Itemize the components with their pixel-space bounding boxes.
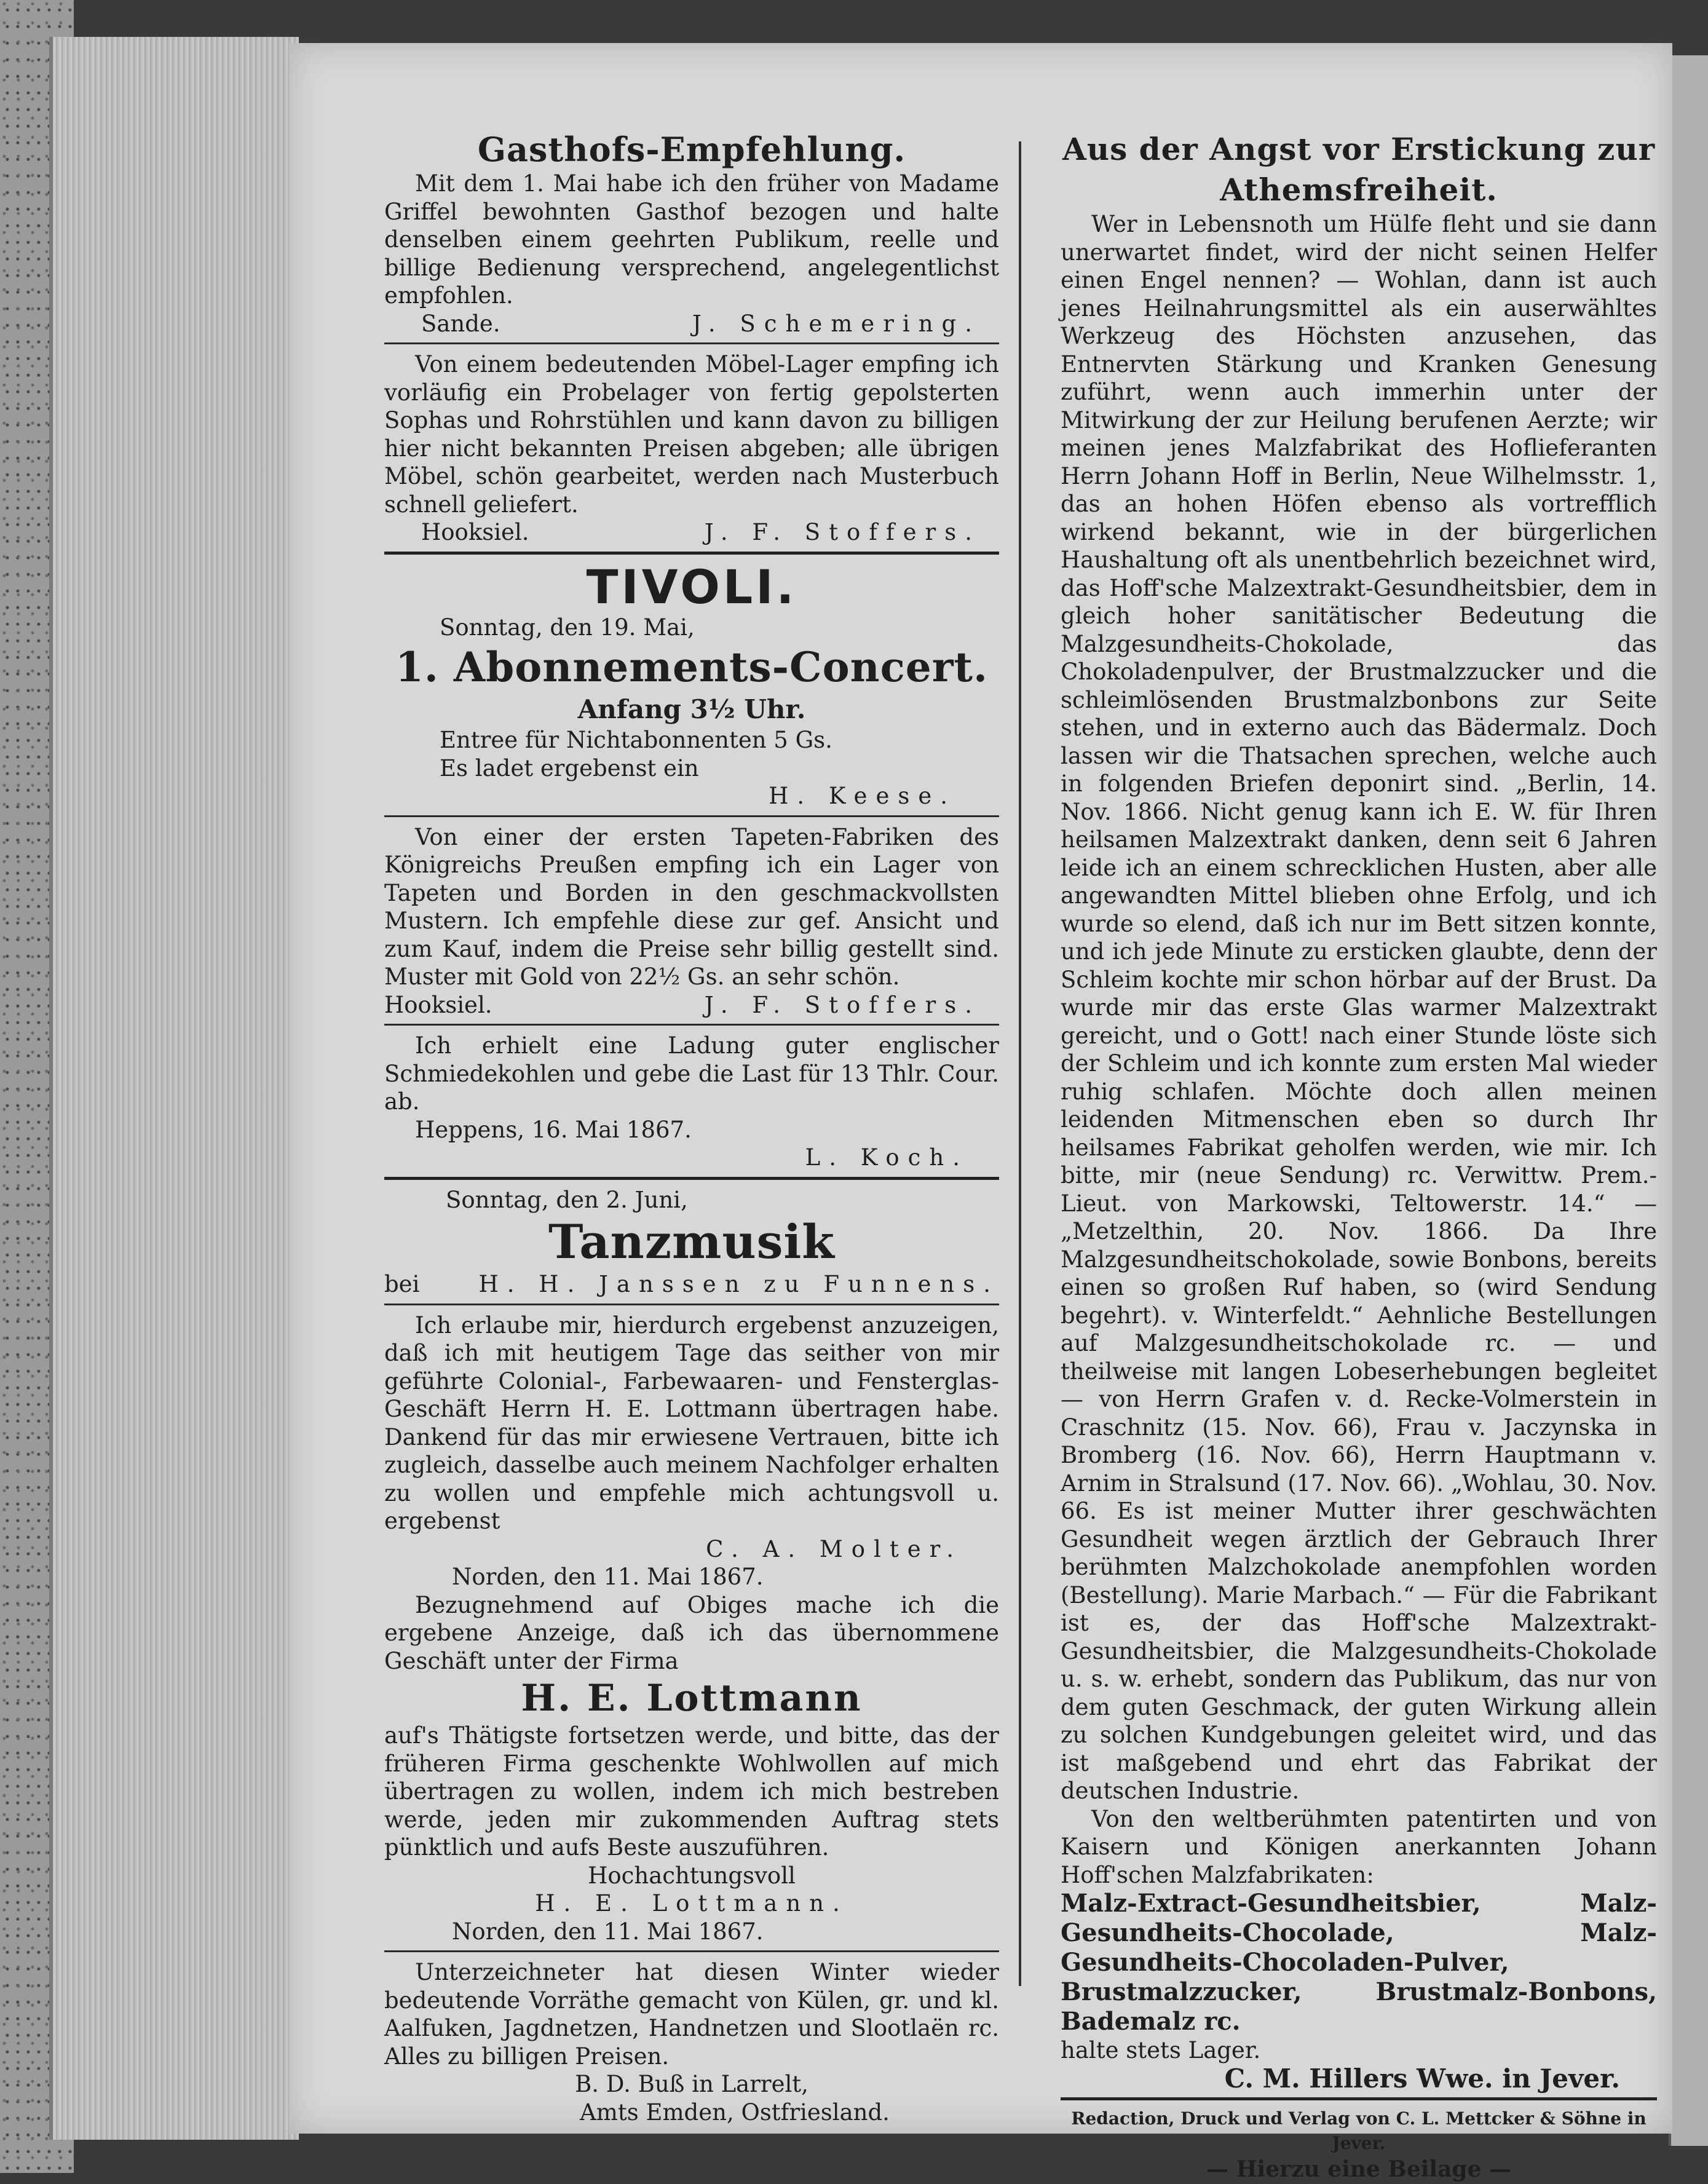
ad-signature (384, 991, 999, 1019)
ad-firm: H. E. Lottmann (521, 1677, 863, 1720)
ad-dateline: Norden, den 11. Mai 1867. (452, 1918, 764, 1945)
ad-body: Ich erlaube mir, hierdurch ergebenst anzuzeigen, daß ich mit heutigem Tage das seither von mir geführte Colonial-, Farbewaaren- und Fensterglas-Geschäft Herrn H. E. Lottmann übertragen habe. Dankend für das mir erwiesene Vertrauen, bitte ich zugleich, dasselbe auch meinem Nachfolger erhalten zu wollen und empfehle mich achtungsvoll u. ergebenst (384, 1312, 999, 1534)
ad-date: Sonntag, den 2. Juni, (446, 1186, 688, 1213)
products-end: halte stets Lager. (1061, 2037, 1261, 2063)
ad-concert: 1. Abonnements-Concert. (395, 643, 988, 691)
ad-name: H. H. Janssen zu Funnens. (478, 1271, 999, 1297)
article-body: Wer in Lebensnoth um Hülfe fleht und sie dann unerwartet findet, wird der nicht seinen Helfer einen Engel nennen? — Wohlan, dann ist auch jenes Heilnahrungsmittel als ein auserwähltes Werkzeug des Höchsten anzusehen, das Entnervten Stärkung und Kranken Genesung zuführt, wenn auch immerhin unter der Mitwirkung der zur Heilung berufenen Aerzte; wir meinen jenes Malzfabrikat des Hoflieferanten Herrn Johann Hoff in Berlin, Neue Wilhelmsstr. 1, das an hohen Höfen ebenso als vortrefflich wirkend bekannt, wie in der bürgerlichen Haushaltung oft als unentbehrlich bezeichnet wird, das Hoff'sche Malzextrakt-Gesundheitsbier, dem in gleich hoher sanitätischer Bedeutung die Malzgesundheits-Chokolade, das Chokoladenpulver, der Brustmalzzucker und die schleimlösenden Brustmalzbonbons zur Seite stehen, und in externo auch das Bädermalz. Doch lassen wir die Thatsachen sprechen, welche auch in folgenden Briefen deponirt sind. „Berlin, 14. Nov. 1866. Nicht genug kann ich E. W. für Ihren heilsamen Malzextrakt danken, denn seit 6 Jahren leide ich an einem schrecklichen Husten, aber alle angewandten Mittel blieben ohne Erfolg, und ich wurde so elend, daß ich nur im Bett sitzen konnte, und ich jede Minute zu ersticken glaubte, denn der Schleim kochte mir schon hörbar auf der Brust. Da wurde mir das erste Glas warmer Malzextrakt gereicht, und o Gott! nach einer Stunde löste sich der Schleim und ich konnte zum ersten Mal wieder ruhig schlafen. Möchte doch allen meinen leidenden Mitmenschen eben so durch Ihr heilsames Fabrikat geholfen werden, wie mir. Ich bitte, mir (neue Sendung) rc. Verwittw. Prem.-Lieut. von Markowski, Teltowerstr. 14.“ — „Metzelthin, 20. Nov. 1866. Da Ihre Malzgesundheitschokolade, sowie Bonbons, bereits einen so großen Ruf haben, so (wird Sendung begehrt). v. Winterfeldt.“ Aehnliche Bestellungen auf Malzgesundheitschokolade rc. — und theilweise mit langen Lobeserhebungen begleitet — von Herrn Grafen v. d. Recke-Volmerstein in Craschnitz (15. Nov. 66), Frau v. Jaczynska in Bromberg (16. Nov. 66), Herrn Hauptmann v. Arnim in Stralsund (17. Nov. 66). „Wohlau, 30. Nov. 66. Es ist meiner Mutter ihrer geschwächten Gesundheit wegen ärztlich der Gebrauch Ihrer berühmten Malzchokolade anempfohlen worden (Bestellung). Marie Marbach.“ — Für die Fabrikant ist es, der das Hoff'sche Malzextrakt-Gesundheitsbier, die Malzgesundheits-Chokolade u. s. w. erhebt, sondern das Publikum, das nur von dem guten Geschmack, der guten Wirkung allein zu solchen Kundgebungen geleitet wird, und das ist maßgebend und ehrt das Fabrikat der deutschen Industrie. (1061, 211, 1657, 1804)
seller: C. M. Hillers Wwe. in Jever. (1224, 2063, 1620, 2094)
ad-body: Von einem bedeutenden Möbel-Lager empfing ich vorläufig ein Probelager von fertig gepolsterten Sophas und Rohrstühlen und kann davon zu billigen hier nicht bekannten Preisen abgeben; alle übrigen Möbel, schön gearbeitet, werden nach Musterbuch schnell geliefert. (384, 351, 999, 518)
ad-host (384, 1270, 999, 1299)
ad-body: Unterzeichneter hat diesen Winter wieder bedeutende Vorräthe gemacht von Külen, gr. und kl. Aalfuken, Jagdnetzen, Handnetzen und Slootlaën rc. Alles zu billigen Preisen. (384, 1959, 999, 2070)
separator (384, 1177, 999, 1180)
ad-signature (384, 310, 999, 338)
ad-signature (384, 1144, 999, 1172)
ad-title: Gasthofs-Empfehlung. (477, 130, 906, 169)
ad-name: H. Keese. (769, 783, 956, 809)
ad-tivoli (384, 561, 999, 810)
newspaper-page (289, 43, 1672, 2182)
ad-body: Mit dem 1. Mai habe ich den früher von Madame Griffel bewohnten Gasthof bezogen und halte denselben einem geehrten Publikum, reelle und billige Bedienung versprechend, angelegentlichst empfohlen. (384, 170, 999, 309)
ad-kohlen (384, 1032, 999, 1172)
ad-title: Tanzmusik (548, 1214, 835, 1269)
ad-place: Hooksiel. (421, 519, 529, 545)
ad-date: Sonntag, den 19. Mai, (440, 614, 695, 641)
ad-body: Von einer der ersten Tapeten-Fabriken des Königreichs Preußen empfing ich ein Lager von Tapeten und Borden in den geschmackvollsten Mustern. Ich empfehle diese zur gef. Ansicht und zum Kauf, indem die Preise sehr billig gestellt sind. Muster mit Gold von 22½ Gs. an sehr schön. (384, 823, 999, 990)
products-intro: Von den weltberühmten patentirten und von Kaisern und Königen anerkannten Johann Hoff'schen Malzfabrikaten: (1061, 1805, 1657, 1888)
ad-name: L. Koch. (805, 1144, 968, 1171)
page-edges (49, 37, 299, 2140)
ad-signature (384, 1535, 999, 1564)
article-title: Aus der Angst vor Erstickung zur Athemsfreiheit. (1062, 131, 1656, 208)
ad-signature (384, 782, 999, 810)
supplement-note: — Hierzu eine Beilage — (1206, 2156, 1512, 2182)
ad-name: J. F. Stoffers. (704, 991, 981, 1018)
ad-start-time: Anfang 3½ Uhr. (577, 694, 806, 724)
ad-tanzmusik (384, 1186, 999, 1299)
ad-buss (384, 1958, 999, 2126)
separator (384, 1024, 999, 1026)
ad-name: J. F. Stoffers. (704, 519, 981, 545)
products-list: Malz-Extract-Gesundheitsbier, Malz-Gesundheits-Chocolade, Malz-Gesundheits-Chocoladen-Pulver, Brustmalzzucker, Brustmalz-Bonbons, Bademalz rc. (1061, 1889, 1657, 2036)
ad-dateline: Norden, den 11. Mai 1867. (452, 1564, 764, 1590)
imprint: Redaction, Druck und Verlag von C. L. Mettcker & Söhne in Jever. (1071, 2108, 1647, 2153)
ad-body: Ich erhielt eine Ladung guter englischer Schmiedekohlen und gebe die Last für 13 Thlr. Cour. ab. (384, 1032, 999, 1115)
ad-name: H. E. Lottmann. (535, 1890, 848, 1917)
ad-place: Heppens, 16. Mai 1867. (415, 1116, 692, 1143)
ad-malz (1061, 129, 1657, 2092)
separator (384, 815, 999, 817)
ad-tapeten (384, 823, 999, 1019)
ad-body: auf's Thätigste fortsetzen werde, und bitte, das der früheren Firma geschenkte Wohlwollen auf mich übertragen zu wollen, indem ich mich bestreben werde, jeden mir zukommenden Auftrag stets pünktlich und aufs Beste auszuführen. (384, 1722, 999, 1861)
ad-title: TIVOLI. (586, 559, 797, 614)
ad-invite: Es ladet ergebenst ein (440, 754, 699, 781)
next-page-edge (1669, 55, 1708, 2146)
ad-place: Amts Emden, Ostfriesland. (580, 2099, 890, 2126)
separator (384, 552, 999, 555)
column-divider (1019, 141, 1021, 1986)
ad-moebel (384, 350, 999, 547)
ad-molter (384, 1312, 999, 1591)
ad-closing: Hochachtungsvoll (588, 1862, 796, 1889)
ad-place: Sande. (421, 310, 500, 337)
separator (1061, 2097, 1657, 2100)
ad-name: C. A. Molter. (706, 1535, 962, 1562)
ad-intro: Bezugnehmend auf Obiges mache ich die ergebene Anzeige, daß ich das übernommene Geschäft unter der Firma (384, 1591, 999, 1674)
ad-signature (384, 518, 999, 547)
ad-entree: Entree für Nichtabonnenten 5 Gs. (440, 727, 832, 753)
separator (384, 1304, 999, 1305)
left-column (384, 129, 999, 2126)
ad-by: bei (384, 1271, 420, 1297)
right-column (1061, 129, 1657, 2184)
ad-name: J. Schemering. (692, 310, 981, 337)
ad-place: Hooksiel. (384, 991, 492, 1018)
ad-gasthof (384, 129, 999, 338)
separator (384, 1950, 999, 1952)
ad-name: B. D. Buß in Larrelt, (575, 2071, 809, 2097)
ad-lottmann (384, 1591, 999, 1946)
separator (384, 342, 999, 344)
